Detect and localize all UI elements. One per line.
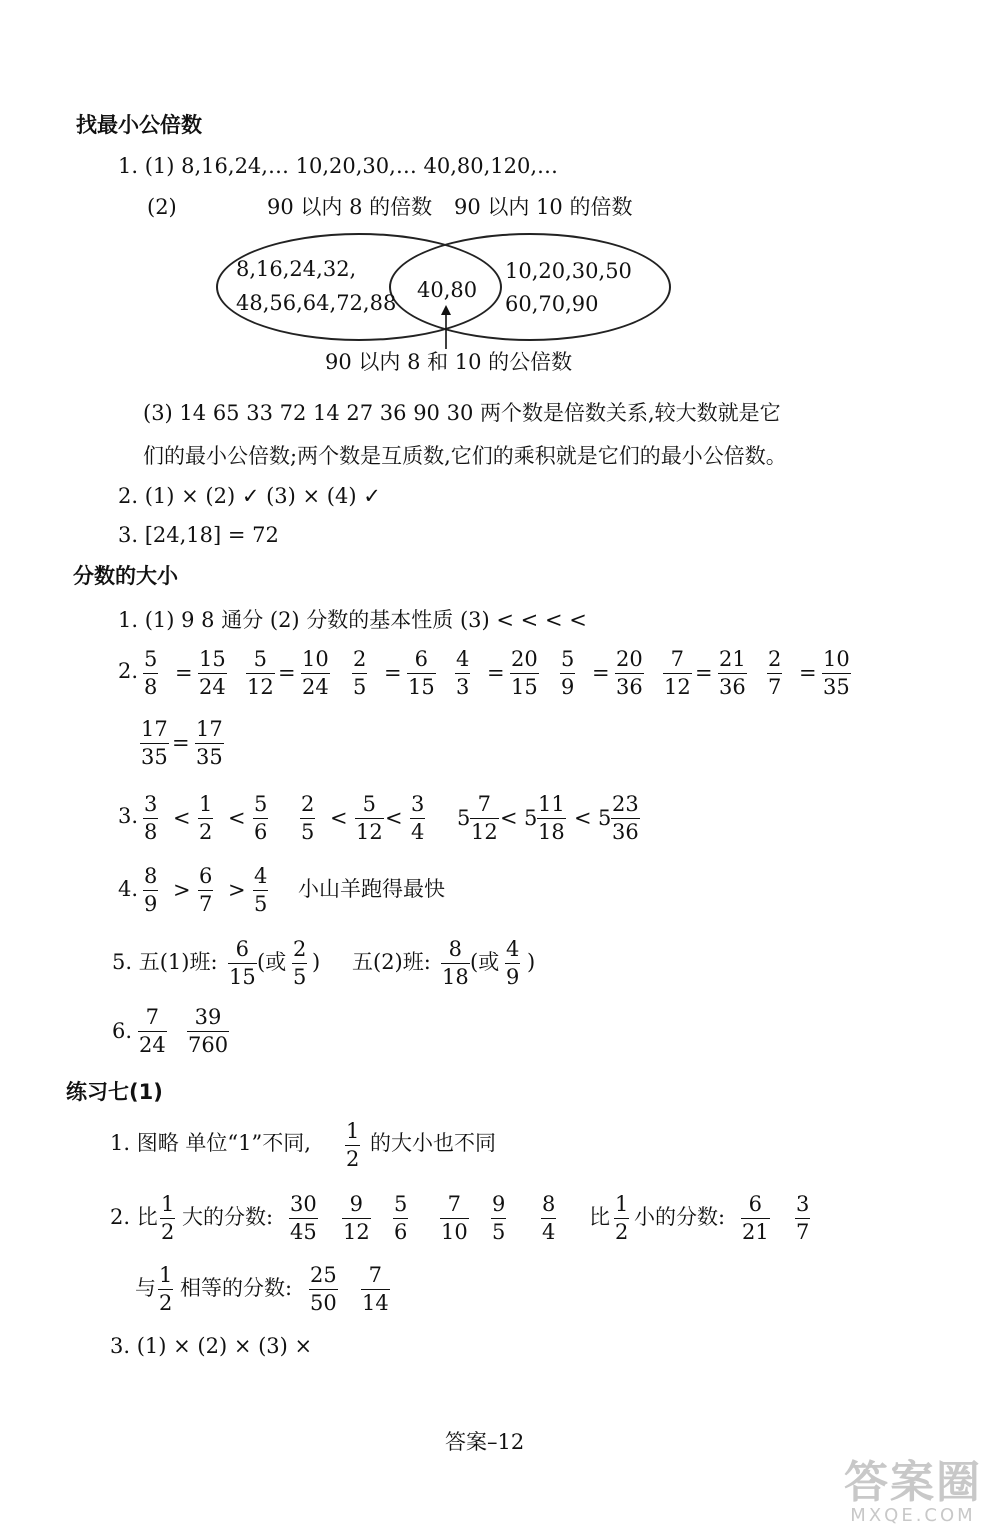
- numerator: 2: [301, 792, 315, 816]
- numerator: 2: [353, 647, 367, 671]
- ex7-q2-e: 与: [135, 1276, 156, 1300]
- numerator: 39: [194, 1005, 222, 1029]
- equal-fraction: [361, 1265, 390, 1314]
- denominator: 760: [188, 1033, 229, 1057]
- q2-fraction-left: [767, 649, 782, 698]
- denominator: 50: [310, 1291, 337, 1315]
- ex7-q2-d: 小的分数:: [634, 1205, 726, 1229]
- q5-fraction: [292, 939, 307, 988]
- q3-fraction: [253, 794, 268, 843]
- mixed-whole: 5: [457, 806, 471, 830]
- lcm-q1-2-label: (2): [147, 195, 177, 219]
- less-than-sign: <: [228, 806, 246, 830]
- numerator: 4: [254, 864, 268, 888]
- numerator: 10: [302, 647, 329, 671]
- numerator: 7: [145, 1005, 160, 1029]
- numerator: 23: [612, 792, 639, 816]
- denominator: 24: [199, 675, 226, 699]
- numerator: 21: [719, 647, 746, 671]
- numerator: 15: [199, 647, 226, 671]
- numerator: 5: [253, 647, 268, 671]
- denominator: 35: [196, 745, 223, 769]
- q5-or: (或: [470, 950, 500, 974]
- q3-mixed-fraction: [470, 794, 499, 843]
- numerator: 7: [368, 1263, 383, 1287]
- q2-fraction-left: [246, 649, 275, 698]
- denominator: 5: [301, 820, 315, 844]
- q3-fraction: [198, 794, 213, 843]
- numerator: 2: [293, 937, 307, 961]
- lcm-q1-3-line1: (3) 14 65 33 72 14 27 36 90 30 两个数是倍数关系,较大数就是它: [143, 401, 781, 425]
- lcm-q1-3-line2: 们的最小公倍数;两个数是互质数,它们的乘积就是它们的最小公倍数。: [143, 444, 787, 468]
- denominator: 7: [796, 1220, 810, 1244]
- half-fraction: [160, 1194, 175, 1243]
- compare-q3-label: 3.: [118, 804, 139, 828]
- denominator: 12: [247, 675, 274, 699]
- greater-than-sign: >: [173, 878, 191, 902]
- ex7-q3: 3. (1) × (2) × (3) ×: [110, 1334, 313, 1358]
- denominator: 5: [254, 892, 268, 916]
- venn-right-title: 90 以内 10 的倍数: [454, 195, 633, 219]
- q5-close: ): [527, 950, 536, 974]
- numerator: 6: [199, 864, 213, 888]
- lcm-q1-1: 1. (1) 8,16,24,… 10,20,30,… 40,80,120,…: [118, 154, 559, 178]
- numerator: 20: [616, 647, 643, 671]
- denominator: 2: [161, 1220, 175, 1244]
- numerator: 9: [492, 1192, 506, 1216]
- bigger-fraction: [440, 1194, 469, 1243]
- equals-sign: =: [172, 731, 190, 755]
- q2-fraction-left: [663, 649, 692, 698]
- denominator: 7: [768, 675, 782, 699]
- mixed-whole: 5: [524, 806, 538, 830]
- denominator: 8: [144, 675, 158, 699]
- q2-fraction-right: [195, 719, 224, 768]
- numerator: 3: [144, 792, 158, 816]
- denominator: 4: [542, 1220, 556, 1244]
- bigger-fraction: [289, 1194, 318, 1243]
- compare-q2-label: 2.: [118, 659, 139, 683]
- denominator: 5: [293, 965, 307, 989]
- numerator: 5: [561, 647, 575, 671]
- ex7-q2-f: 相等的分数:: [180, 1276, 293, 1300]
- numerator: 7: [447, 1192, 462, 1216]
- venn-caption: 90 以内 8 和 10 的公倍数: [325, 350, 573, 374]
- q2-fraction-left: [455, 649, 470, 698]
- q3-mixed-fraction: [537, 794, 566, 843]
- denominator: 3: [456, 675, 470, 699]
- numerator: 3: [411, 792, 425, 816]
- bigger-fraction: [342, 1194, 371, 1243]
- numerator: 5: [362, 792, 377, 816]
- q2-fraction-right: [198, 649, 227, 698]
- denominator: 18: [442, 965, 469, 989]
- greater-than-sign: >: [228, 878, 246, 902]
- denominator: 5: [492, 1220, 506, 1244]
- section-title-exercise7: 练习七(1): [66, 1080, 163, 1104]
- denominator: 21: [742, 1220, 769, 1244]
- ex7-q1-b: 的大小也不同: [370, 1131, 496, 1155]
- q3-fraction: [410, 794, 425, 843]
- venn-left-line1: 8,16,24,32,: [236, 257, 357, 281]
- venn-center: 40,80: [417, 278, 478, 302]
- numerator: 6: [414, 647, 429, 671]
- q2-fraction-left: [143, 649, 158, 698]
- q5-or: (或: [257, 950, 287, 974]
- q4-fraction: [143, 866, 158, 915]
- denominator: 15: [511, 675, 538, 699]
- lcm-q2: 2. (1) × (2) ✓ (3) × (4) ✓: [118, 484, 381, 508]
- watermark-big: 答案圈: [844, 1457, 982, 1508]
- denominator: 35: [141, 745, 168, 769]
- q3-fraction: [143, 794, 158, 843]
- equals-sign: =: [175, 661, 193, 685]
- denominator: 12: [356, 820, 383, 844]
- denominator: 24: [302, 675, 329, 699]
- venn-arrow: [436, 305, 456, 350]
- q6-fraction: [138, 1007, 167, 1056]
- venn-left-title: 90 以内 8 的倍数: [267, 195, 433, 219]
- denominator: 36: [616, 675, 643, 699]
- denominator: 12: [471, 820, 498, 844]
- denominator: 15: [408, 675, 435, 699]
- equal-fraction: [309, 1265, 338, 1314]
- denominator: 12: [664, 675, 691, 699]
- numerator: 2: [768, 647, 782, 671]
- mixed-whole: 5: [598, 806, 612, 830]
- denominator: 24: [139, 1033, 166, 1057]
- numerator: 9: [349, 1192, 364, 1216]
- numerator: 1: [199, 792, 213, 816]
- denominator: 10: [441, 1220, 468, 1244]
- ex7-q2-b: 大的分数:: [182, 1205, 274, 1229]
- numerator: 5: [254, 792, 268, 816]
- ex7-q2-a: 2. 比: [110, 1205, 158, 1229]
- less-than-sign: <: [173, 806, 191, 830]
- less-than-sign: <: [500, 806, 518, 830]
- less-than-sign: <: [574, 806, 592, 830]
- q2-fraction-right: [822, 649, 851, 698]
- watermark-logo: [844, 1457, 982, 1526]
- denominator: 12: [343, 1220, 370, 1244]
- equals-sign: =: [487, 661, 505, 685]
- numerator: 5: [394, 1192, 408, 1216]
- compare-q1: 1. (1) 9 8 通分 (2) 分数的基本性质 (3) < < < <: [118, 608, 587, 632]
- denominator: 2: [159, 1291, 173, 1315]
- numerator: 8: [542, 1192, 556, 1216]
- numerator: 4: [456, 647, 470, 671]
- ex7-q2-c: 比: [589, 1205, 610, 1229]
- numerator: 1: [615, 1192, 629, 1216]
- numerator: 4: [506, 937, 520, 961]
- q2-fraction-right: [301, 649, 330, 698]
- q3-mixed-fraction: [611, 794, 640, 843]
- denominator: 9: [506, 965, 520, 989]
- numerator: 25: [310, 1263, 337, 1287]
- bigger-fraction: [541, 1194, 556, 1243]
- denominator: 36: [719, 675, 746, 699]
- denominator: 2: [199, 820, 213, 844]
- bigger-fraction: [393, 1194, 408, 1243]
- numerator: 7: [477, 792, 492, 816]
- numerator: 10: [823, 647, 850, 671]
- compare-q6-label: 6.: [112, 1019, 133, 1043]
- less-than-sign: <: [330, 806, 348, 830]
- denominator: 5: [353, 675, 367, 699]
- denominator: 18: [538, 820, 565, 844]
- q2-fraction-left: [560, 649, 575, 698]
- denominator: 9: [144, 892, 158, 916]
- q2-fraction-right: [510, 649, 539, 698]
- numerator: 1: [346, 1119, 360, 1143]
- numerator: 6: [748, 1192, 763, 1216]
- denominator: 4: [411, 820, 425, 844]
- half-fraction: [614, 1194, 629, 1243]
- lcm-q3: 3. [24,18] = 72: [118, 523, 279, 547]
- q2-fraction-left: [352, 649, 367, 698]
- compare-q4-label: 4.: [118, 877, 139, 901]
- denominator: 45: [290, 1220, 317, 1244]
- section-title-lcm: 找最小公倍数: [76, 113, 202, 137]
- denominator: 2: [346, 1147, 360, 1171]
- denominator: 2: [615, 1220, 629, 1244]
- less-than-sign: <: [385, 806, 403, 830]
- numerator: 20: [511, 647, 538, 671]
- numerator: 1: [159, 1263, 173, 1287]
- compare-q4-text: 小山羊跑得最快: [298, 877, 445, 901]
- denominator: 8: [144, 820, 158, 844]
- venn-right-line1: 10,20,30,50: [505, 259, 632, 283]
- q5-fraction: [505, 939, 520, 988]
- q6-fraction: [187, 1007, 229, 1056]
- q5-fraction: [228, 939, 257, 988]
- q2-fraction-left: [140, 719, 169, 768]
- q4-fraction: [198, 866, 213, 915]
- denominator: 15: [229, 965, 256, 989]
- numerator: 8: [144, 864, 158, 888]
- page-number: 答案–12: [445, 1430, 525, 1454]
- section-title-compare: 分数的大小: [73, 564, 178, 588]
- numerator: 7: [670, 647, 685, 671]
- denominator: 36: [612, 820, 639, 844]
- ex7-q1-fraction: [345, 1121, 360, 1170]
- denominator: 6: [254, 820, 268, 844]
- venn-right-line2: 60,70,90: [505, 292, 599, 316]
- equals-sign: =: [278, 661, 296, 685]
- equals-sign: =: [384, 661, 402, 685]
- q3-fraction: [355, 794, 384, 843]
- equals-sign: =: [592, 661, 610, 685]
- q2-fraction-right: [718, 649, 747, 698]
- denominator: 7: [199, 892, 213, 916]
- smaller-fraction: [795, 1194, 810, 1243]
- denominator: 14: [362, 1291, 389, 1315]
- q3-fraction: [300, 794, 315, 843]
- equals-sign: =: [799, 661, 817, 685]
- numerator: 17: [141, 717, 168, 741]
- q2-fraction-right: [615, 649, 644, 698]
- denominator: 35: [823, 675, 850, 699]
- venn-left-line2: 48,56,64,72,88: [236, 291, 397, 315]
- q5-fraction: [441, 939, 470, 988]
- smaller-fraction: [741, 1194, 770, 1243]
- numerator: 30: [290, 1192, 317, 1216]
- ex7-q1-a: 1. 图略 单位“1”不同,: [110, 1131, 311, 1155]
- q2-fraction-right: [407, 649, 436, 698]
- numerator: 8: [448, 937, 463, 961]
- equals-sign: =: [695, 661, 713, 685]
- numerator: 1: [161, 1192, 175, 1216]
- numerator: 5: [144, 647, 158, 671]
- watermark-small: MXQE.COM: [850, 1505, 976, 1526]
- bigger-fraction: [491, 1194, 506, 1243]
- denominator: 9: [561, 675, 575, 699]
- half-fraction: [158, 1265, 173, 1314]
- numerator: 6: [235, 937, 250, 961]
- numerator: 11: [538, 792, 565, 816]
- q5-close: ): [312, 950, 321, 974]
- numerator: 3: [796, 1192, 810, 1216]
- compare-q5-label: 5. 五(1)班:: [112, 950, 218, 974]
- q5-label2: 五(2)班:: [352, 950, 431, 974]
- numerator: 17: [196, 717, 223, 741]
- q4-fraction: [253, 866, 268, 915]
- denominator: 6: [394, 1220, 408, 1244]
